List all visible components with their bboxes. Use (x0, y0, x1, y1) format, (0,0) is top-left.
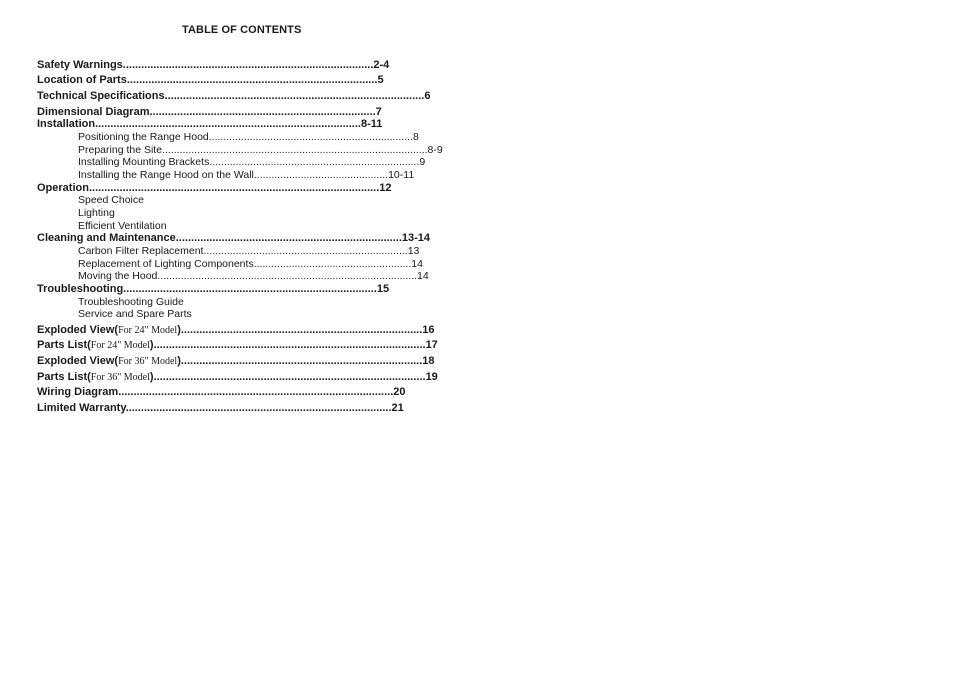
toc-page-number: 5 (377, 74, 384, 86)
toc-entry-label: Replacement of Lighting Components (78, 258, 254, 270)
toc-entry (37, 355, 449, 368)
toc-entry (37, 118, 447, 130)
toc-page-number: 19 (425, 371, 438, 383)
toc-entry-label: Installation (37, 118, 96, 130)
toc-entry-label: Exploded View( (37, 355, 119, 367)
toc-page-number: 13 (407, 245, 420, 257)
toc-entry (37, 90, 445, 102)
toc-page-number: 8-9 (427, 144, 443, 156)
toc-entry-label: Troubleshooting Guide (78, 296, 184, 308)
toc-leader-dots: .......................................................................................... (118, 386, 394, 398)
toc-leader-dots: ....................................................................................... (125, 402, 392, 414)
toc-model-note: For 24" Model (118, 325, 178, 336)
toc-entry-label: Cleaning and Maintenance (37, 232, 176, 244)
toc-page-number: 17 (425, 339, 438, 351)
toc-entry-label: Parts List( (37, 339, 91, 351)
toc-entry (78, 245, 434, 257)
toc-entry-label: Lighting (78, 207, 115, 219)
toc-entry (37, 106, 445, 118)
toc-entry-label: Wiring Diagram (37, 386, 119, 398)
toc-entry (78, 131, 446, 143)
toc-entry-label: Efficient Ventilation (78, 220, 167, 232)
toc-entry (78, 296, 278, 308)
toc-entry-label: Exploded View( (37, 324, 119, 336)
toc-page-number: 14 (417, 270, 429, 282)
toc-entry (37, 324, 449, 337)
toc-leader-dots: .............................................. (253, 169, 389, 181)
toc-leader-dots: ....................................................................................... (95, 118, 361, 130)
toc-entry-label: Location of Parts (37, 74, 127, 86)
toc-page-number: 14 (411, 258, 423, 270)
toc-entry-label: Technical Specifications (37, 90, 165, 102)
toc-page-number: 7 (375, 106, 382, 118)
toc-entry (37, 182, 447, 194)
toc-page-number: 8-11 (360, 118, 383, 130)
toc-leader-dots: .................................................................................. (122, 59, 374, 71)
toc-entry-paren: ) (149, 371, 154, 383)
toc-entry-label: Carbon Filter Replacement (78, 245, 204, 257)
toc-page-number: 10-11 (388, 169, 415, 181)
toc-entry-label: Safety Warnings (37, 59, 123, 71)
toc-entry-label: Speed Choice (78, 194, 144, 206)
toc-entry-label: Preparing the Site (78, 144, 163, 156)
toc-leader-dots: ................................................................................... (123, 283, 377, 295)
toc-page-number: 20 (393, 386, 406, 398)
toc-page-number: 15 (376, 283, 390, 295)
toc-entry (37, 74, 445, 86)
toc-entry (78, 308, 278, 320)
toc-page-number: 18 (422, 355, 435, 367)
toc-entry (37, 283, 447, 295)
toc-entry (37, 339, 447, 352)
toc-model-note: For 24" Model (90, 340, 150, 351)
toc-entry-label: Limited Warranty (37, 402, 126, 414)
toc-entry (37, 59, 445, 71)
toc-entry-label: Moving the Hood (78, 270, 158, 282)
toc-leader-dots: ............................................................................................... (88, 182, 380, 194)
toc-leader-dots: ......................................................................................... (153, 371, 426, 383)
toc-leader-dots: ............................................................................... (180, 324, 423, 336)
toc-entry-paren: ) (149, 339, 154, 351)
toc-entry-paren: ) (177, 355, 181, 367)
toc-page-number: 8 (412, 131, 419, 143)
toc-leader-dots: ........................................................................................... (162, 144, 428, 156)
toc-leader-dots: ..................................................................................... (164, 90, 425, 102)
toc-entry-label: Troubleshooting (37, 283, 124, 295)
toc-page-number: 13-14 (401, 232, 431, 244)
toc-entry (37, 386, 449, 398)
toc-entry-label: Dimensional Diagram (37, 106, 150, 118)
toc-entry-label: Positioning the Range Hood (78, 131, 209, 143)
toc-leader-dots: ............................................................................... (180, 355, 423, 367)
toc-entry (37, 371, 447, 384)
toc-entry (37, 232, 449, 244)
toc-leader-dots: ...................................................................... (203, 245, 408, 257)
toc-leader-dots: ........................................................................ (209, 156, 420, 168)
toc-leader-dots: ...................................................... (253, 258, 412, 270)
toc-entry-label: Installing Mounting Brackets (78, 156, 210, 168)
toc-page-number: 21 (391, 402, 404, 414)
toc-leader-dots: .................................................................................. (126, 74, 378, 86)
toc-leader-dots: ......................................................................................... (157, 270, 418, 282)
toc-entry (78, 220, 278, 232)
toc-entry-label: Operation (37, 182, 89, 194)
toc-leader-dots: ...................................................................... (208, 131, 413, 143)
toc-page-number: 2-4 (373, 59, 390, 71)
toc-model-note: For 36" Model (118, 356, 178, 367)
toc-entry (78, 194, 278, 206)
toc-entry (78, 156, 446, 168)
toc-leader-dots: ......................................................................................... (153, 339, 426, 351)
toc-page-number: 9 (419, 156, 426, 168)
toc-page-number: 6 (424, 90, 431, 102)
toc-entry (78, 258, 447, 270)
page-title: TABLE OF CONTENTS (182, 24, 302, 36)
toc-entry (37, 402, 447, 414)
toc-entry (78, 207, 278, 219)
toc-entry-label: Service and Spare Parts (78, 308, 192, 320)
toc-entry (78, 144, 446, 156)
toc-entry-label: Parts List( (37, 371, 91, 383)
toc-model-note: For 36" Model (90, 372, 150, 383)
toc-entry-paren: ) (177, 324, 181, 336)
toc-page-number: 16 (422, 324, 435, 336)
toc-entry (78, 270, 447, 282)
toc-page-number: 12 (379, 182, 392, 194)
toc-entry (78, 169, 448, 181)
toc-entry-label: Installing the Range Hood on the Wall (78, 169, 254, 181)
toc-leader-dots: .......................................................................... (149, 106, 376, 118)
toc-leader-dots: .......................................................................... (175, 232, 402, 244)
